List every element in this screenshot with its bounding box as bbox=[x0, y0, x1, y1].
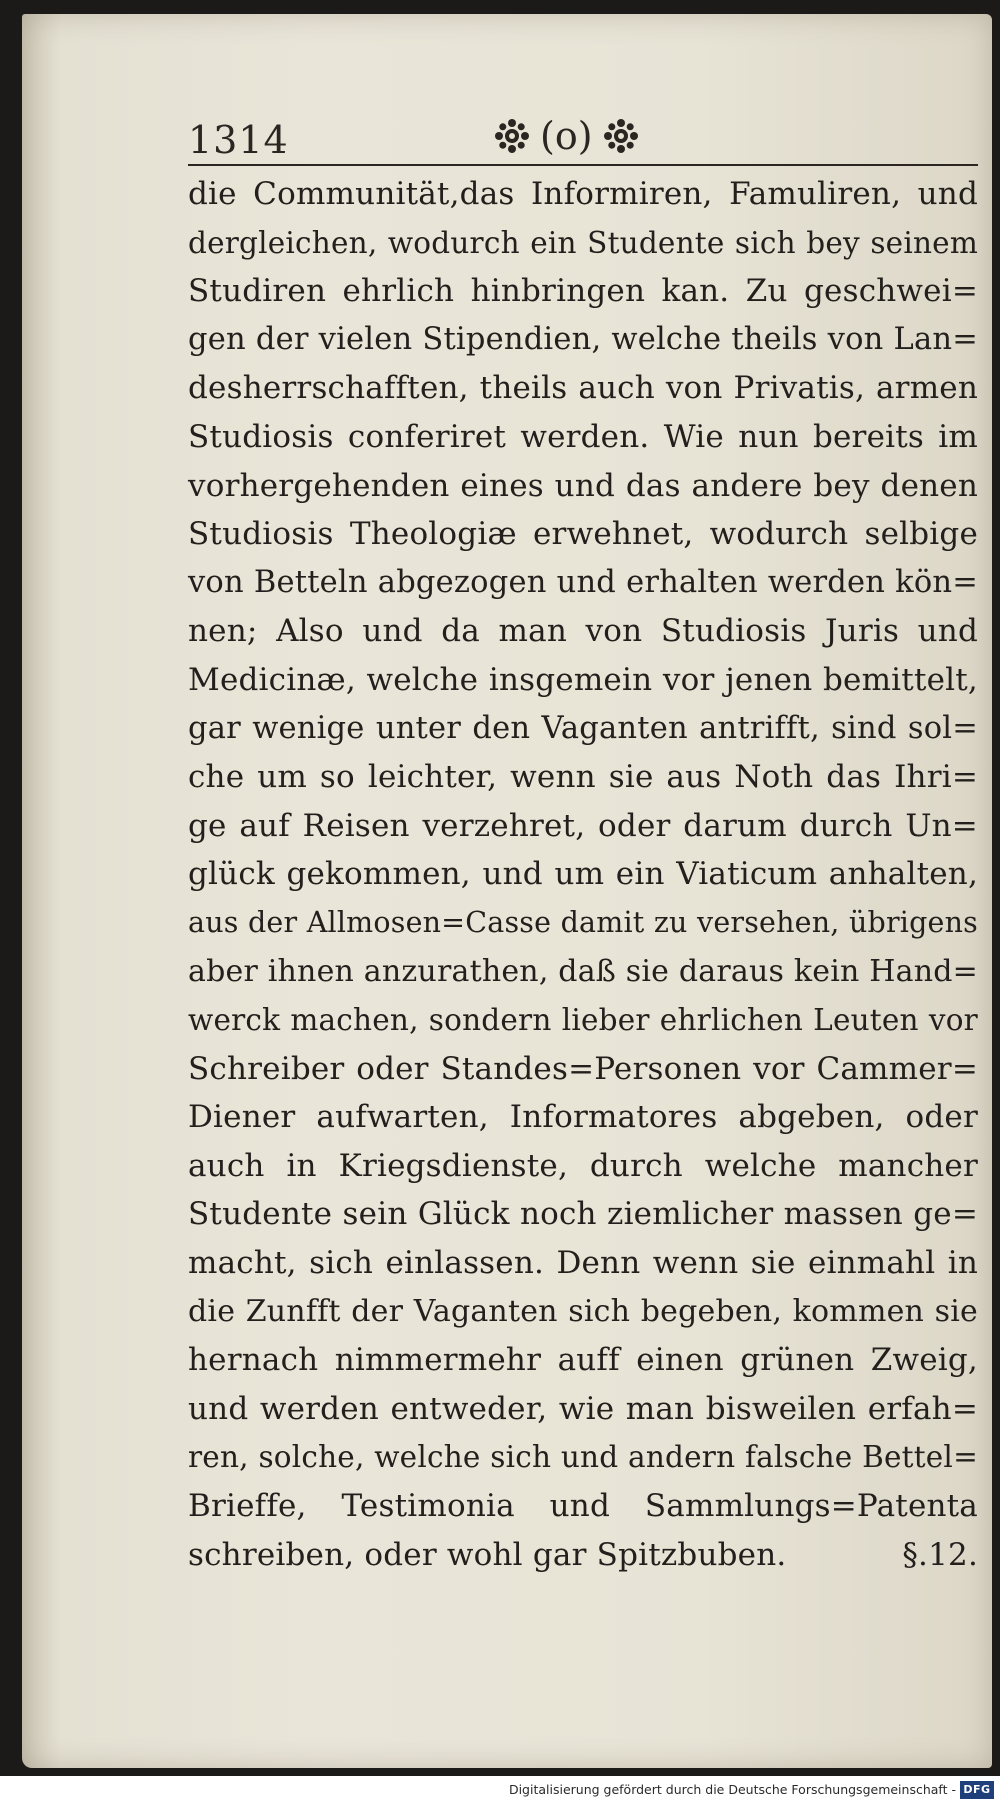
funding-credit: Digitalisierung gefördert durch die Deutsche Forschungsgemeinschaft - bbox=[508, 1782, 956, 1797]
text-line: macht, sich einlassen. Denn wenn sie einmahl in bbox=[188, 1245, 978, 1282]
text-line: von Betteln abgezogen und erhalten werden kön= bbox=[188, 564, 978, 600]
text-line: gen der vielen Stipendien, welche theils von Lan= bbox=[188, 321, 978, 357]
text-line: hernach nimmermehr auff einen grünen Zweig, bbox=[188, 1342, 978, 1379]
page-header bbox=[188, 114, 978, 166]
text-line: Studiren ehrlich hinbringen kan. Zu geschwei= bbox=[188, 273, 978, 310]
text-line: aber ihnen anzurathen, daß sie daraus kein Hand= bbox=[188, 953, 978, 989]
text-line: vorhergehenden eines und das andere bey denen bbox=[188, 467, 978, 504]
text-line: glück gekommen, und um ein Viaticum anhalten, bbox=[188, 856, 978, 893]
header-ornament-group bbox=[494, 114, 639, 158]
book-page bbox=[22, 14, 992, 1768]
text-line: werck machen, sondern lieber ehrlichen Leuten vor bbox=[188, 1003, 978, 1038]
page-content bbox=[188, 114, 978, 1579]
text-line: nen; Also und da man von Studiosis Juris und bbox=[188, 613, 978, 650]
text-line: auch in Kriegsdienste, durch welche mancher bbox=[188, 1147, 978, 1184]
dfg-logo: DFG bbox=[960, 1781, 994, 1799]
text-line: Studiosis Theologiæ erwehnet, wodurch selbige bbox=[188, 516, 978, 553]
text-line: Schreiber oder Standes=Personen vor Cammer= bbox=[188, 1050, 978, 1087]
page-number: 1314 bbox=[188, 118, 289, 162]
text-line: dergleichen, wodurch ein Studente sich bey seinem bbox=[188, 225, 978, 260]
rosette-icon bbox=[603, 118, 639, 154]
header-mark: (o) bbox=[540, 114, 593, 158]
text-line: Diener aufwarten, Informatores abgeben, oder bbox=[188, 1099, 978, 1136]
catchword: §.12. bbox=[902, 1536, 978, 1573]
rosette-icon bbox=[494, 118, 530, 154]
digitization-footer bbox=[0, 1776, 1000, 1808]
text-line: Medicinæ, welche insgemein vor jenen bemittelt, bbox=[188, 661, 978, 698]
body-text bbox=[188, 170, 978, 1579]
text-line: che um so leichter, wenn sie aus Noth das Ihri= bbox=[188, 759, 978, 796]
text-line: desherrschafften, theils auch von Privatis, armen bbox=[188, 370, 978, 407]
text-line: die Zunfft der Vaganten sich begeben, kommen sie bbox=[188, 1293, 978, 1329]
text-line: Studente sein Glück noch ziemlicher massen ge= bbox=[188, 1196, 978, 1233]
text-line: ge auf Reisen verzehret, oder darum durch Un= bbox=[188, 807, 978, 844]
text-line: die Communität,das Informiren, Famuliren, und bbox=[188, 176, 978, 212]
text-line: gar wenige unter den Vaganten antrifft, sind sol= bbox=[188, 710, 978, 746]
last-line-text: schreiben, oder wohl gar Spitzbuben. bbox=[188, 1536, 787, 1573]
text-line: ren, solche, welche sich und andern falsche Bettel= bbox=[188, 1440, 978, 1475]
text-line-last bbox=[188, 1531, 978, 1580]
text-line: Brieffe, Testimonia und Sammlungs=Patenta bbox=[188, 1488, 978, 1525]
text-line: Studiosis conferiret werden. Wie nun bereits im bbox=[188, 418, 978, 455]
text-line: und werden entweder, wie man bisweilen erfah= bbox=[188, 1390, 978, 1427]
text-line: aus der Allmosen=Casse damit zu versehen, übrigens bbox=[188, 905, 978, 939]
